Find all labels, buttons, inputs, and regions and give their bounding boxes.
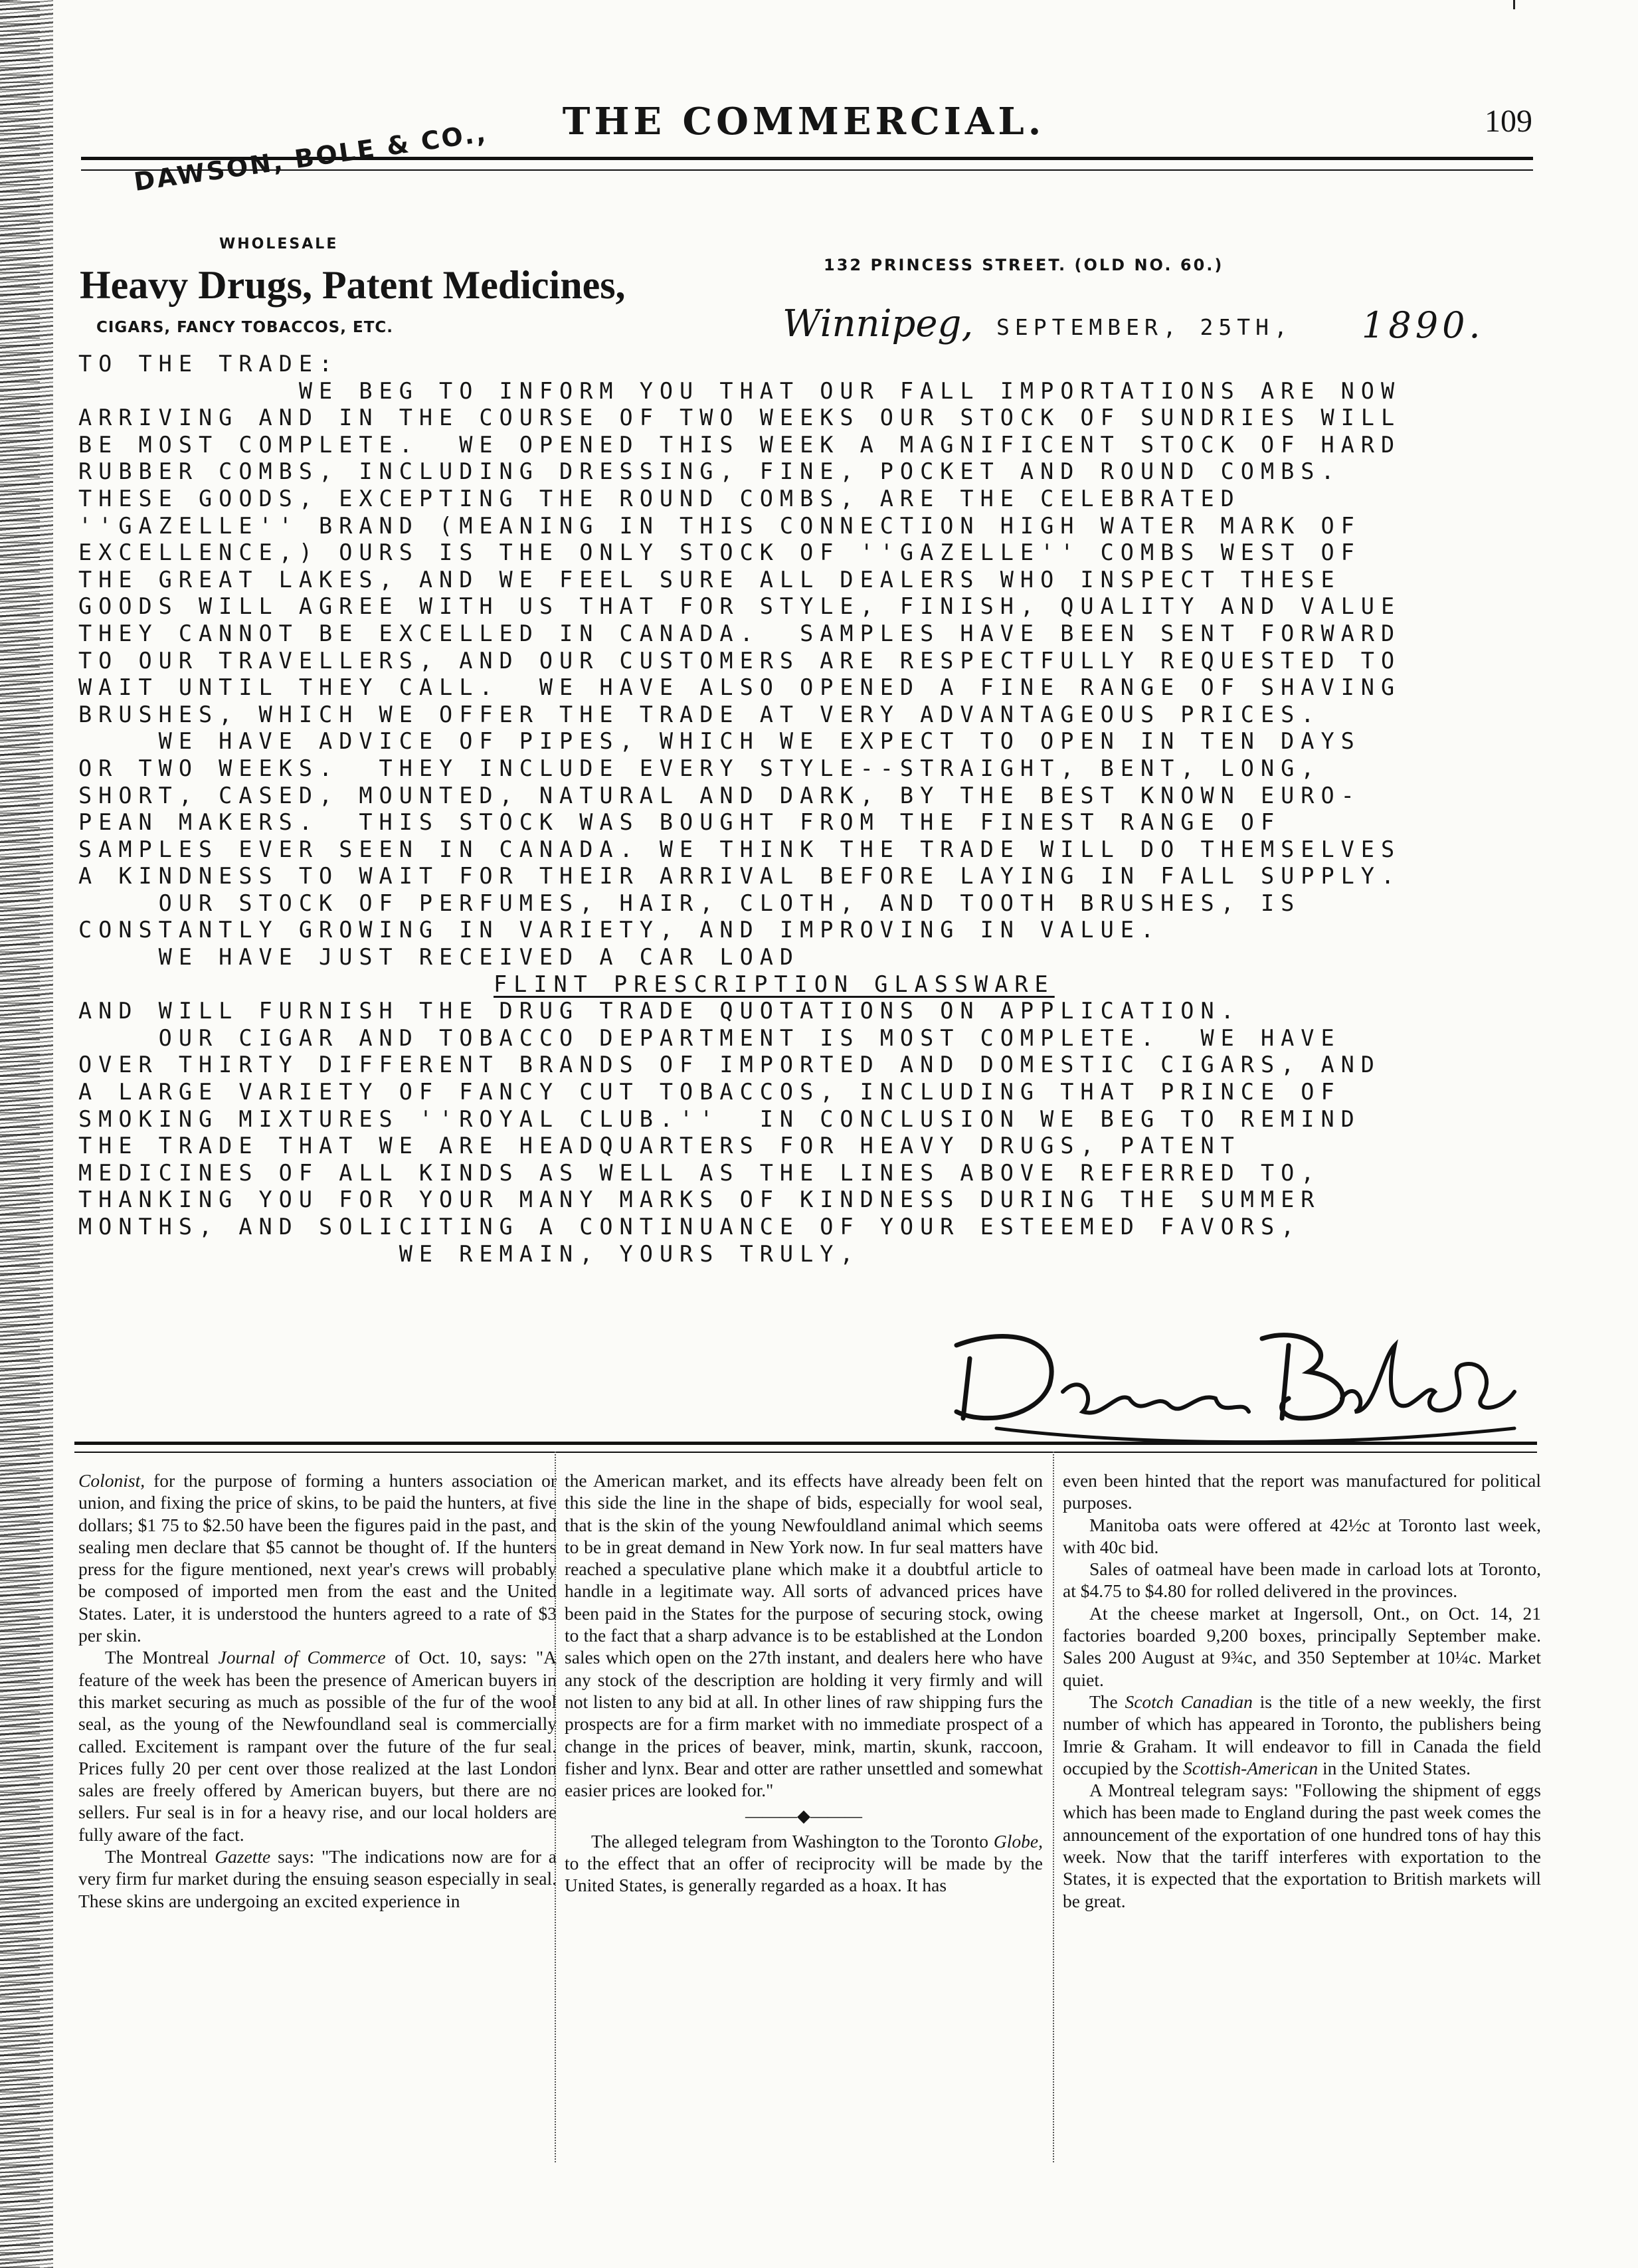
- c2-ornament: ———◆———: [745, 1806, 862, 1826]
- column-divider: [555, 1452, 556, 2162]
- letter-line: EXCELLENCE,) OURS IS THE ONLY STOCK OF ''GAZELLE'' COMBS WEST OF: [78, 539, 1361, 566]
- c3-p6: A Montreal telegram says: "Following the shipment of eggs which has been made to England during the past week comes the announcement of the exportation of one hundred tons of hay this week. Now that the tariff interferes with exportation to the States, it is expected that the exportation to British markets will be great.: [1063, 1780, 1541, 1911]
- column-1: [78, 1469, 557, 1912]
- letter-line: TO THE TRADE:: [78, 351, 339, 377]
- letter-line: THEY CANNOT BE EXCELLED IN CANADA. SAMPLES HAVE BEEN SENT FORWARD: [78, 620, 1402, 646]
- c1-p1-italic: Colonist,: [78, 1470, 145, 1491]
- letter-line: OR TWO WEEKS. THEY INCLUDE EVERY STYLE--STRAIGHT, BENT, LONG,: [78, 755, 1321, 781]
- c1-p3-a: The Montreal: [105, 1846, 215, 1867]
- letter-line: ''GAZELLE'' BRAND (MEANING IN THIS CONNECTION HIGH WATER MARK OF: [78, 512, 1361, 539]
- letter-line: BE MOST COMPLETE. WE OPENED THIS WEEK A MAGNIFICENT STOCK OF HARD: [78, 431, 1402, 458]
- letter-line: SAMPLES EVER SEEN IN CANADA. WE THINK THE TRADE WILL DO THEMSELVES: [78, 836, 1402, 862]
- c2-p2: to the effect that an offer of reciprocity will be made by the United States, is generally regarded as a hoax. It has: [565, 1853, 1043, 1896]
- c2-p2-italic: Globe,: [993, 1830, 1043, 1851]
- letter-line: BRUSHES, WHICH WE OFFER THE TRADE AT VERY ADVANTAGEOUS PRICES.: [78, 701, 1321, 727]
- letter-line: WE HAVE JUST RECEIVED A CAR LOAD: [78, 944, 800, 971]
- c1-p2-italic: Journal of Commerce: [218, 1647, 386, 1668]
- letter-line: A KINDNESS TO WAIT FOR THEIR ARRIVAL BEFORE LAYING IN FALL SUPPLY.: [78, 863, 1402, 890]
- column-2: [565, 1469, 1043, 1897]
- letter-line: MEDICINES OF ALL KINDS AS WELL AS THE LINES ABOVE REFERRED TO,: [78, 1159, 1321, 1186]
- c1-p2-a: The Montreal: [105, 1647, 219, 1668]
- letter-glassware-heading: FLINT PRESCRIPTION GLASSWARE: [494, 971, 1055, 997]
- letter-line: WE HAVE ADVICE OF PIPES, WHICH WE EXPECT TO OPEN IN TEN DAYS: [78, 728, 1361, 755]
- letter-line: SHORT, CASED, MOUNTED, NATURAL AND DARK, BY THE BEST KNOWN EURO-: [78, 782, 1361, 808]
- letter-line: [78, 971, 1540, 998]
- c3-p4: At the cheese market at Ingersoll, Ont., on Oct. 14, 21 factories boarded 9,200 boxes, principally September make. Sales 200 August at 9¾c, and 350 September at 10¼c. Market quiet.: [1063, 1602, 1541, 1690]
- letterhead-cigars: CIGARS, FANCY TOBACCOS, ETC.: [96, 319, 394, 336]
- letter-line: THESE GOODS, EXCEPTING THE ROUND COMBS, ARE THE CELEBRATED: [78, 485, 1241, 512]
- letterhead-year: 1890.: [1362, 304, 1485, 346]
- letter-line: AND WILL FURNISH THE DRUG TRADE QUOTATIONS ON APPLICATION.: [78, 998, 1241, 1024]
- letterhead-city: Winnipeg,: [782, 302, 974, 345]
- letter-line: PEAN MAKERS. THIS STOCK WAS BOUGHT FROM THE FINEST RANGE OF: [78, 809, 1281, 836]
- section-rule: [74, 1442, 1537, 1453]
- c3-p5-italic-2: Scottish-American: [1182, 1757, 1319, 1778]
- letter-line: RUBBER COMBS, INCLUDING DRESSING, FINE, POCKET AND ROUND COMBS.: [78, 458, 1341, 485]
- letter-line: WE BEG TO INFORM YOU THAT OUR FALL IMPORTATIONS ARE NOW: [78, 377, 1402, 404]
- scanned-page-edge-texture: [0, 0, 40, 2268]
- letter-line: SMOKING MIXTURES ''ROYAL CLUB.'' IN CONCLUSION WE BEG TO REMIND: [78, 1105, 1361, 1132]
- letter-line: OUR CIGAR AND TOBACCO DEPARTMENT IS MOST COMPLETE. WE HAVE: [78, 1024, 1341, 1051]
- signature-graphic: [930, 1319, 1528, 1452]
- c2-p1: the American market, and its effects have already been felt on this side the line in the shape of bids, especially for wool seal, that is the skin of the young Newfouldland animal which seems to be in great demand in New York now. In fur seal matters have reached a speculative plane which make it a doubtful article to handle in a legitimate way. All sorts of advanced prices have been paid in the States for the purpose of securing stock, owing to the fact that a sharp advance is to be established at the London sales which open on the 27th instant, and dealers here who have any stock of the description are holding it very firmly and will not listen to any bid at all. In other lines of raw shipping furs the prospects are for a firm market with no immediate prospect of a change in the prices of beaver, mink, martin, skunk, raccoon, fisher and lynx. Bear and otter are rather unsettled and somewhat easier prices are looked for.": [565, 1470, 1043, 1801]
- letter-line: WE REMAIN, YOURS TRULY,: [78, 1240, 860, 1267]
- letter-line: A LARGE VARIETY OF FANCY CUT TOBACCOS, INCLUDING THAT PRINCE OF: [78, 1079, 1341, 1105]
- c3-p5-b: in the United States.: [1318, 1757, 1471, 1778]
- column-divider: [1053, 1452, 1054, 2162]
- letter-line: TO OUR TRAVELLERS, AND OUR CUSTOMERS ARE RESPECTFULLY REQUESTED TO: [78, 647, 1402, 674]
- c3-p2: Manitoba oats were offered at 42½c at Toronto last week, with 40c bid.: [1063, 1514, 1541, 1557]
- scan-mark: [1513, 0, 1515, 9]
- c3-p1: even been hinted that the report was manufactured for political purposes.: [1063, 1470, 1541, 1513]
- letter-line: ARRIVING AND IN THE COURSE OF TWO WEEKS OUR STOCK OF SUNDRIES WILL: [78, 405, 1402, 431]
- masthead-title: THE COMMERCIAL.: [562, 100, 1046, 143]
- c1-p1: for the purpose of forming a hunters association or union, and fixing the price of skins, to be paid the hunters, at five dollars; $1 75 to $2.50 have been the figures paid in the past, and sealing men declare that $5 cannot be thought of. If the hunters press for the figure mentioned, next year's crews will probably be composed of imported men from the east and the United States. Later, it is understood the hunters agreed to a rate of $3 per skin.: [78, 1470, 557, 1646]
- letter-line: OVER THIRTY DIFFERENT BRANDS OF IMPORTED AND DOMESTIC CIGARS, AND: [78, 1052, 1381, 1078]
- c2-p2-a: The alleged telegram from Washington to the Toronto: [591, 1830, 994, 1851]
- c3-p3: Sales of oatmeal have been made in carload lots at Toronto, at $4.75 to $4.80 for rolled delivered in the provinces.: [1063, 1559, 1541, 1602]
- letter-line: MONTHS, AND SOLICITING A CONTINUANCE OF YOUR ESTEEMED FAVORS,: [78, 1214, 1301, 1240]
- letter-line: THE TRADE THAT WE ARE HEADQUARTERS FOR HEAVY DRUGS, PATENT: [78, 1133, 1241, 1159]
- c1-p2: of Oct. 10, says: "A feature of the week has been the presence of American buyers in this market securing as much as possible of the fur of the wool seal, as the young of the Newfoundland seal is commercially called. Excitement is rampant over the future of the fur seal. Prices fully 20 per cent over those realized at the last London sales are freely offered by American buyers, but there are no sellers. Fur seal is in for a heavy rise, and our local holders are fully aware of the fact.: [78, 1647, 557, 1845]
- c1-p3-italic: Gazette: [215, 1846, 271, 1867]
- letter-line: GOODS WILL AGREE WITH US THAT FOR STYLE, FINISH, QUALITY AND VALUE: [78, 593, 1402, 620]
- trade-letter: [78, 351, 1540, 1268]
- letter-line: OUR STOCK OF PERFUMES, HAIR, CLOTH, AND TOOTH BRUSHES, IS: [78, 890, 1301, 916]
- letter-line: THANKING YOU FOR YOUR MANY MARKS OF KINDNESS DURING THE SUMMER: [78, 1186, 1321, 1213]
- c3-p5-a: The: [1089, 1691, 1125, 1712]
- letterhead-address: 132 PRINCESS STREET. (OLD NO. 60.): [824, 256, 1224, 274]
- c3-p5-italic: Scotch Canadian: [1125, 1691, 1253, 1712]
- letterhead-company: DAWSON, BOLE & CO.,: [132, 118, 490, 197]
- letterhead-date: SEPTEMBER, 25TH,: [996, 314, 1293, 340]
- c1-p3: says: "The indications now are for a very firm fur market during the ensuing season especially in seal. These skins are undergoing an excited experience in: [78, 1846, 557, 1911]
- letterhead-drugs: Heavy Drugs, Patent Medicines,: [80, 263, 626, 307]
- letter-line: CONSTANTLY GROWING IN VARIETY, AND IMPROVING IN VALUE.: [78, 917, 1161, 943]
- column-3: [1063, 1469, 1541, 1912]
- letter-line: THE GREAT LAKES, AND WE FEEL SURE ALL DEALERS WHO INSPECT THESE: [78, 566, 1341, 593]
- letterhead-wholesale: WHOLESALE: [219, 236, 339, 252]
- letter-line: WAIT UNTIL THEY CALL. WE HAVE ALSO OPENED A FINE RANGE OF SHAVING: [78, 674, 1402, 701]
- page-number: 109: [1485, 104, 1532, 139]
- c3-p5: is the title of a new weekly, the first number of which has appeared in Toronto, the publishers being Imrie & Graham. It will endeavor to fill in Canada the field occupied by the: [1063, 1691, 1541, 1778]
